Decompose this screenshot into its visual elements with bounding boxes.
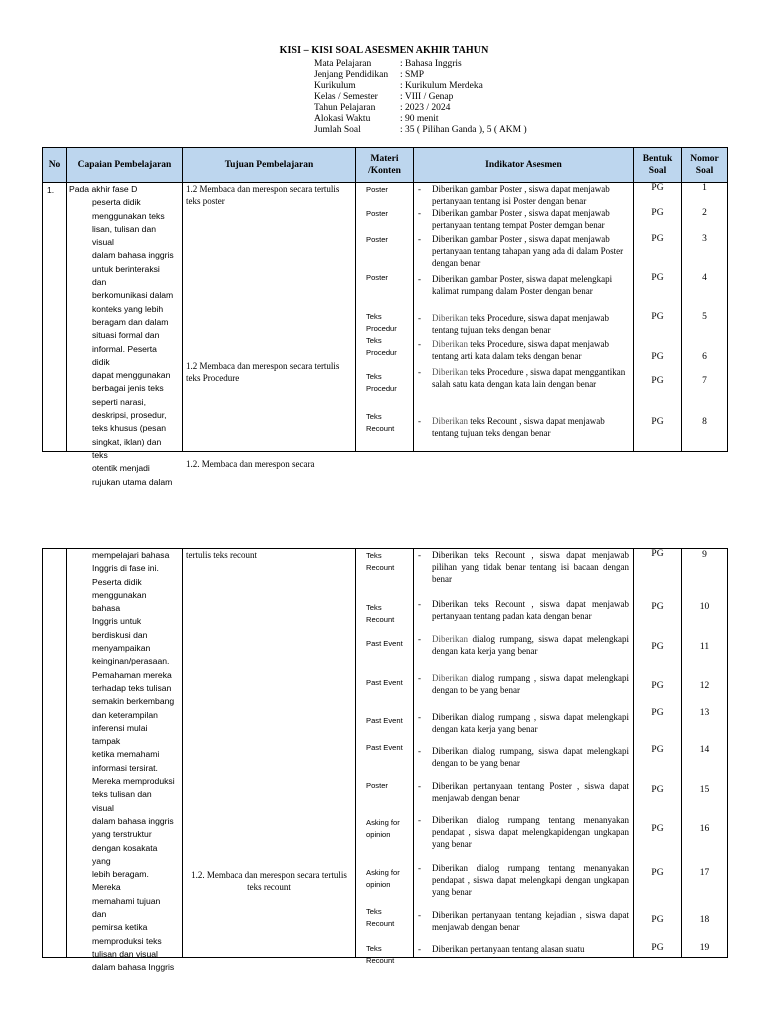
bentuk-soal: PG <box>651 708 664 718</box>
nomor-soal: 6 <box>702 352 707 362</box>
indikator-lead: Diberikan <box>432 367 468 377</box>
materi-label: Past Event <box>366 743 403 752</box>
nomor-soal: 3 <box>702 234 707 244</box>
materi-label: Past Event <box>366 639 403 648</box>
indikator-body: Diberikan dialog rumpang tentang menanyakan pendapat , siswa dapat melengkapi dengan ungkapan yang benar <box>432 863 629 897</box>
capaian-line: singkat, iklan) dan teks <box>92 436 162 460</box>
bullet-dash: - <box>418 313 421 323</box>
indikator-text <box>418 711 629 735</box>
nomor-soal: 7 <box>702 376 707 386</box>
materi-label: Poster <box>366 235 388 244</box>
bullet-dash: - <box>418 634 421 644</box>
indikator-text <box>418 366 629 390</box>
bullet-dash: - <box>418 274 421 284</box>
bullet-dash: - <box>418 712 421 722</box>
nomor-soal: 15 <box>699 785 710 795</box>
capaian-cell <box>67 549 183 973</box>
materi-label: Teks Procedur <box>366 312 397 333</box>
table-body-row <box>43 549 728 958</box>
indikator-text <box>418 672 629 696</box>
indikator-body: Diberikan gambar Poster, siswa dapat melengkapi kalimat rumpang dalam Poster dengan benar <box>432 274 613 296</box>
capaian-cell <box>67 183 183 487</box>
indikator-text <box>418 273 629 297</box>
indikator-lead: Diberikan <box>432 339 468 349</box>
capaian-line: beragam dan dalam <box>92 316 169 327</box>
bentuk-soal: PG <box>651 273 664 283</box>
capaian-line: situasi formal dan <box>92 330 160 341</box>
bentuk-soal: PG <box>651 312 664 322</box>
materi-label: Poster <box>366 781 388 790</box>
capaian-line: memproduksi teks <box>92 935 162 946</box>
bullet-dash: - <box>418 367 421 377</box>
tujuan-cell <box>183 183 356 469</box>
indikator-body: Diberikan dialog rumpang , siswa dapat melengkapi dengan kata kerja yang benar <box>432 712 629 734</box>
nomor-soal: 11 <box>699 642 710 652</box>
meta-label: Alokasi Waktu <box>314 114 371 124</box>
capaian-line: menyampaikan <box>92 643 151 654</box>
nomor-soal: 18 <box>699 915 710 925</box>
bentuk-soal: PG <box>651 642 664 652</box>
header-capaian: Capaian Pembelajaran <box>67 148 183 183</box>
indikator-text <box>418 909 629 933</box>
indikator-body: teks Procedure , siswa dapat menggantikan salah satu kata dengan kata lain dengan benar <box>432 367 626 389</box>
capaian-line: informal. Peserta didik <box>92 343 157 367</box>
capaian-line: Pada akhir fase D <box>69 184 138 194</box>
meta-value: : VIII / Genap <box>400 92 454 102</box>
bullet-dash: - <box>418 599 421 609</box>
no-cell <box>43 549 67 958</box>
bentuk-soal: PG <box>651 824 664 834</box>
bentuk-soal: PG <box>651 943 664 953</box>
indikator-text <box>418 745 629 769</box>
materi-label: Poster <box>366 185 388 194</box>
capaian-line: informasi tersirat. <box>92 762 158 773</box>
capaian-line: dengan kosakata yang <box>92 842 158 866</box>
meta-value: : SMP <box>400 70 425 80</box>
indikator-text <box>418 415 629 439</box>
indikator-body: Diberikan pertanyaan tentang kejadian , siswa dapat menjawab dengan benar <box>432 910 629 932</box>
bullet-dash: - <box>418 339 421 349</box>
meta-label: Jenjang Pendidikan <box>314 70 389 80</box>
capaian-line: Peserta didik <box>92 576 142 587</box>
bentuk-soal: PG <box>651 234 664 244</box>
capaian-line: Pemahaman mereka <box>92 669 172 680</box>
bullet-dash: - <box>418 234 421 244</box>
materi-label: Teks Recount <box>366 944 395 965</box>
indikator-text <box>418 338 629 362</box>
tujuan-text: tertulis teks recount <box>186 550 257 560</box>
capaian-line: semakin berkembang <box>92 696 175 707</box>
meta-row <box>314 59 527 70</box>
nomor-soal: 9 <box>702 550 707 560</box>
materi-label: Teks Recount <box>366 907 395 928</box>
kisi-table-page-1 <box>42 147 728 487</box>
indikator-text <box>418 814 629 850</box>
materi-label: Asking for opinion <box>366 868 400 889</box>
meta-row <box>314 114 527 125</box>
bentuk-soal: PG <box>651 376 664 386</box>
capaian-line: ketika memahami <box>92 749 160 760</box>
nomor-soal: 16 <box>699 824 710 834</box>
header-no: No <box>43 148 67 183</box>
meta-label: Mata Pelajaran <box>314 59 372 69</box>
header-materi: Materi /Konten <box>356 148 414 183</box>
indikator-body: teks Procedure, siswa dapat menjawab tentang tujuan teks dengan benar <box>432 313 609 335</box>
capaian-line: konteks yang lebih <box>92 303 164 314</box>
indikator-body: Diberikan pertanyaan tentang Poster , siswa dapat menjawab dengan benar <box>432 781 629 803</box>
bullet-dash: - <box>418 910 421 920</box>
document-meta <box>314 59 527 136</box>
bullet-dash: - <box>418 781 421 791</box>
capaian-line: terhadap teks tulisan <box>92 682 172 693</box>
header-indikator: Indikator Asesmen <box>414 148 634 183</box>
capaian-line: untuk berinteraksi dan <box>92 263 160 288</box>
nomor-soal: 17 <box>699 868 710 878</box>
bentuk-soal: PG <box>651 352 664 362</box>
capaian-line: dalam bahasa Inggris <box>92 962 175 973</box>
bentuk-soal: PG <box>651 681 664 691</box>
indikator-text <box>418 598 629 622</box>
bentuk-cell <box>634 183 682 452</box>
capaian-line: teks tulisan dan visual <box>92 789 152 813</box>
materi-label: Asking for opinion <box>366 818 400 839</box>
meta-value: : Kurikulum Merdeka <box>400 81 483 91</box>
indikator-text <box>418 780 629 804</box>
indikator-body: Diberikan dialog rumpang, siswa dapat melengkapi dengan to be yang benar <box>432 746 629 768</box>
meta-value: : 90 menit <box>400 114 439 124</box>
bentuk-soal: PG <box>651 745 664 755</box>
meta-label: Kurikulum <box>314 81 356 91</box>
bentuk-soal: PG <box>651 417 664 427</box>
bentuk-soal: PG <box>651 915 664 925</box>
capaian-line: inferensi mulai tampak <box>92 722 148 747</box>
capaian-line: peserta didik <box>92 197 141 208</box>
header-bentuk: Bentuk Soal <box>634 148 682 183</box>
capaian-line: berkomunikasi dalam <box>92 290 174 301</box>
nomor-soal: 13 <box>699 708 710 718</box>
bentuk-soal: PG <box>651 549 664 559</box>
indikator-body: Diberikan gambar Poster , siswa dapat menjawab pertanyaan tentang tempat Poster demgan benar <box>432 208 610 230</box>
capaian-line: tulisan dan visual <box>92 948 158 959</box>
materi-label: Teks Procedur <box>366 336 397 357</box>
indikator-text <box>418 633 629 657</box>
kisi-table-page-2 <box>42 548 728 973</box>
bentuk-soal: PG <box>651 208 664 218</box>
bullet-dash: - <box>418 550 421 560</box>
capaian-text <box>67 183 182 489</box>
tujuan-text: 1.2. Membaca dan merespon secara tertulis teks recount <box>191 870 347 892</box>
capaian-line: pemirsa ketika <box>92 922 148 933</box>
meta-value: : 35 ( Pilihan Ganda ), 5 ( AKM ) <box>400 125 527 135</box>
materi-label: Teks Recount <box>366 603 395 624</box>
indikator-body: teks Recount , siswa dapat menjawab tentang tujuan teks dengan benar <box>432 416 605 438</box>
nomor-soal: 8 <box>702 417 707 427</box>
nomor-soal: 2 <box>702 208 707 218</box>
tujuan-cell <box>183 549 356 958</box>
capaian-line: menggunakan teks <box>92 210 165 221</box>
bentuk-soal: PG <box>651 183 664 193</box>
nomor-cell <box>682 183 728 452</box>
indikator-text <box>418 312 629 336</box>
capaian-line: Mereka memproduksi <box>92 776 175 787</box>
indikator-text <box>418 549 629 585</box>
bullet-dash: - <box>418 863 421 873</box>
bullet-dash: - <box>418 673 421 683</box>
meta-row <box>314 81 527 92</box>
bentuk-soal: PG <box>651 602 664 612</box>
bullet-dash: - <box>418 944 421 954</box>
bullet-dash: - <box>418 184 421 194</box>
materi-label: Teks Procedur <box>366 372 397 393</box>
capaian-line: mempelajari bahasa <box>92 550 170 560</box>
indikator-body: dialog rumpang, siswa dapat melengkapi dengan kata kerja yang benar <box>432 634 629 656</box>
indikator-body: Diberikan pertanyaan tentang alasan suatu <box>432 944 585 954</box>
capaian-line: berbagai jenis teks <box>92 383 164 394</box>
bullet-dash: - <box>418 815 421 825</box>
meta-label: Kelas / Semester <box>314 92 378 102</box>
header-tujuan: Tujuan Pembelajaran <box>183 148 356 183</box>
capaian-line: lisan, tulisan dan visual <box>92 223 157 248</box>
capaian-line: dalam bahasa inggris <box>92 250 174 261</box>
nomor-soal: 12 <box>699 681 710 691</box>
bentuk-soal: PG <box>651 868 664 878</box>
indikator-body: dialog rumpang , siswa dapat melengkapi dengan to be yang benar <box>432 673 629 695</box>
meta-row <box>314 92 527 103</box>
capaian-line: teks khusus (pesan <box>92 423 167 434</box>
indikator-text <box>418 183 629 207</box>
indikator-text <box>418 233 629 269</box>
bullet-dash: - <box>418 208 421 218</box>
tujuan-text: 1.2. Membaca dan merespon secara <box>186 459 315 469</box>
indikator-text <box>418 207 629 231</box>
document-title: KISI – KISI SOAL ASESMEN AKHIR TAHUN <box>279 45 489 56</box>
indikator-body: Diberikan teks Recount , siswa dapat menjawab pertanyaan tentang padan kata dengan benar <box>432 599 629 621</box>
materi-label: Past Event <box>366 678 403 687</box>
row-number: 1. <box>47 185 55 195</box>
capaian-line: berdiskusi dan <box>92 629 148 640</box>
materi-label: Poster <box>366 273 388 282</box>
capaian-line: seperti narasi, <box>92 396 146 407</box>
nomor-cell <box>682 549 728 958</box>
nomor-soal: 4 <box>702 273 707 283</box>
capaian-line: dalam bahasa inggris <box>92 815 174 826</box>
capaian-line: Inggris di fase ini. <box>92 563 159 574</box>
capaian-text <box>67 549 182 975</box>
tujuan-text: 1.2 Membaca dan merespon secara tertulis teks poster <box>186 184 340 206</box>
materi-label: Poster <box>366 209 388 218</box>
no-cell <box>43 183 67 452</box>
nomor-soal: 19 <box>699 943 710 953</box>
nomor-soal: 10 <box>699 602 710 612</box>
capaian-line: dan keterampilan <box>92 709 158 720</box>
materi-label: Teks Recount <box>366 412 395 433</box>
bentuk-soal: PG <box>651 785 664 795</box>
indikator-lead: Diberikan <box>432 416 468 426</box>
capaian-line: otentik menjadi <box>92 463 150 474</box>
capaian-line: Inggris untuk <box>92 616 142 627</box>
nomor-soal: 1 <box>702 183 707 193</box>
table-header-row <box>43 148 728 183</box>
indikator-text <box>418 862 629 898</box>
materi-cell <box>356 549 414 965</box>
bullet-dash: - <box>418 746 421 756</box>
meta-label: Tahun Pelajaran <box>314 103 376 113</box>
meta-label: Jumlah Soal <box>314 125 361 135</box>
capaian-line: menggunakan bahasa <box>92 589 147 614</box>
capaian-line: yang terstruktur <box>92 829 152 840</box>
bullet-dash: - <box>418 416 421 426</box>
meta-row <box>314 103 527 114</box>
capaian-line: deskripsi, prosedur, <box>92 410 167 421</box>
indikator-lead: Diberikan <box>432 313 468 323</box>
indikator-body: Diberikan gambar Poster , siswa dapat menjawab pertanyaan tentang isi Poster dengan benar <box>432 184 610 206</box>
meta-row <box>314 125 527 136</box>
capaian-line: dapat menggunakan <box>92 370 171 381</box>
header-nomor: Nomor Soal <box>682 148 728 183</box>
capaian-line: rujukan utama dalam <box>92 476 173 487</box>
capaian-line: keinginan/perasaan. <box>92 656 170 667</box>
indikator-body: Diberikan gambar Poster , siswa dapat menjawab pertanyaan tentang tahapan yang ada di dalam Poster dengan benar <box>432 234 624 268</box>
capaian-line: memahami tujuan dan <box>92 895 161 920</box>
indikator-cell <box>414 549 634 958</box>
capaian-line: lebih beragam. Mereka <box>92 869 149 893</box>
table-body-row <box>43 183 728 452</box>
nomor-soal: 14 <box>699 745 710 755</box>
meta-row <box>314 70 527 81</box>
materi-label: Past Event <box>366 716 403 725</box>
materi-label: Teks Recount <box>366 551 395 572</box>
indikator-body: Diberikan teks Recount , siswa dapat menjawab pilihan yang tidak benar tentang isi bacaan dengan benar <box>432 550 629 584</box>
indikator-body: Diberikan dialog rumpang tentang menanyakan pendapat , siswa dapat melengkapidengan ungkapan yang benar <box>432 815 629 849</box>
meta-value: : 2023 / 2024 <box>400 103 451 113</box>
indikator-body: teks Procedure, siswa dapat menjawab tentang arti kata dalam teks dengan benar <box>432 339 609 361</box>
tujuan-text: 1.2 Membaca dan merespon secara tertulis teks Procedure <box>186 361 340 383</box>
indikator-lead: Diberikan <box>432 673 468 683</box>
materi-cell <box>356 183 414 452</box>
indikator-text <box>418 943 629 955</box>
indikator-cell <box>414 183 634 452</box>
bentuk-cell <box>634 549 682 958</box>
indikator-lead: Diberikan <box>432 634 468 644</box>
nomor-soal: 5 <box>702 312 707 322</box>
meta-value: : Bahasa Inggris <box>400 59 462 69</box>
